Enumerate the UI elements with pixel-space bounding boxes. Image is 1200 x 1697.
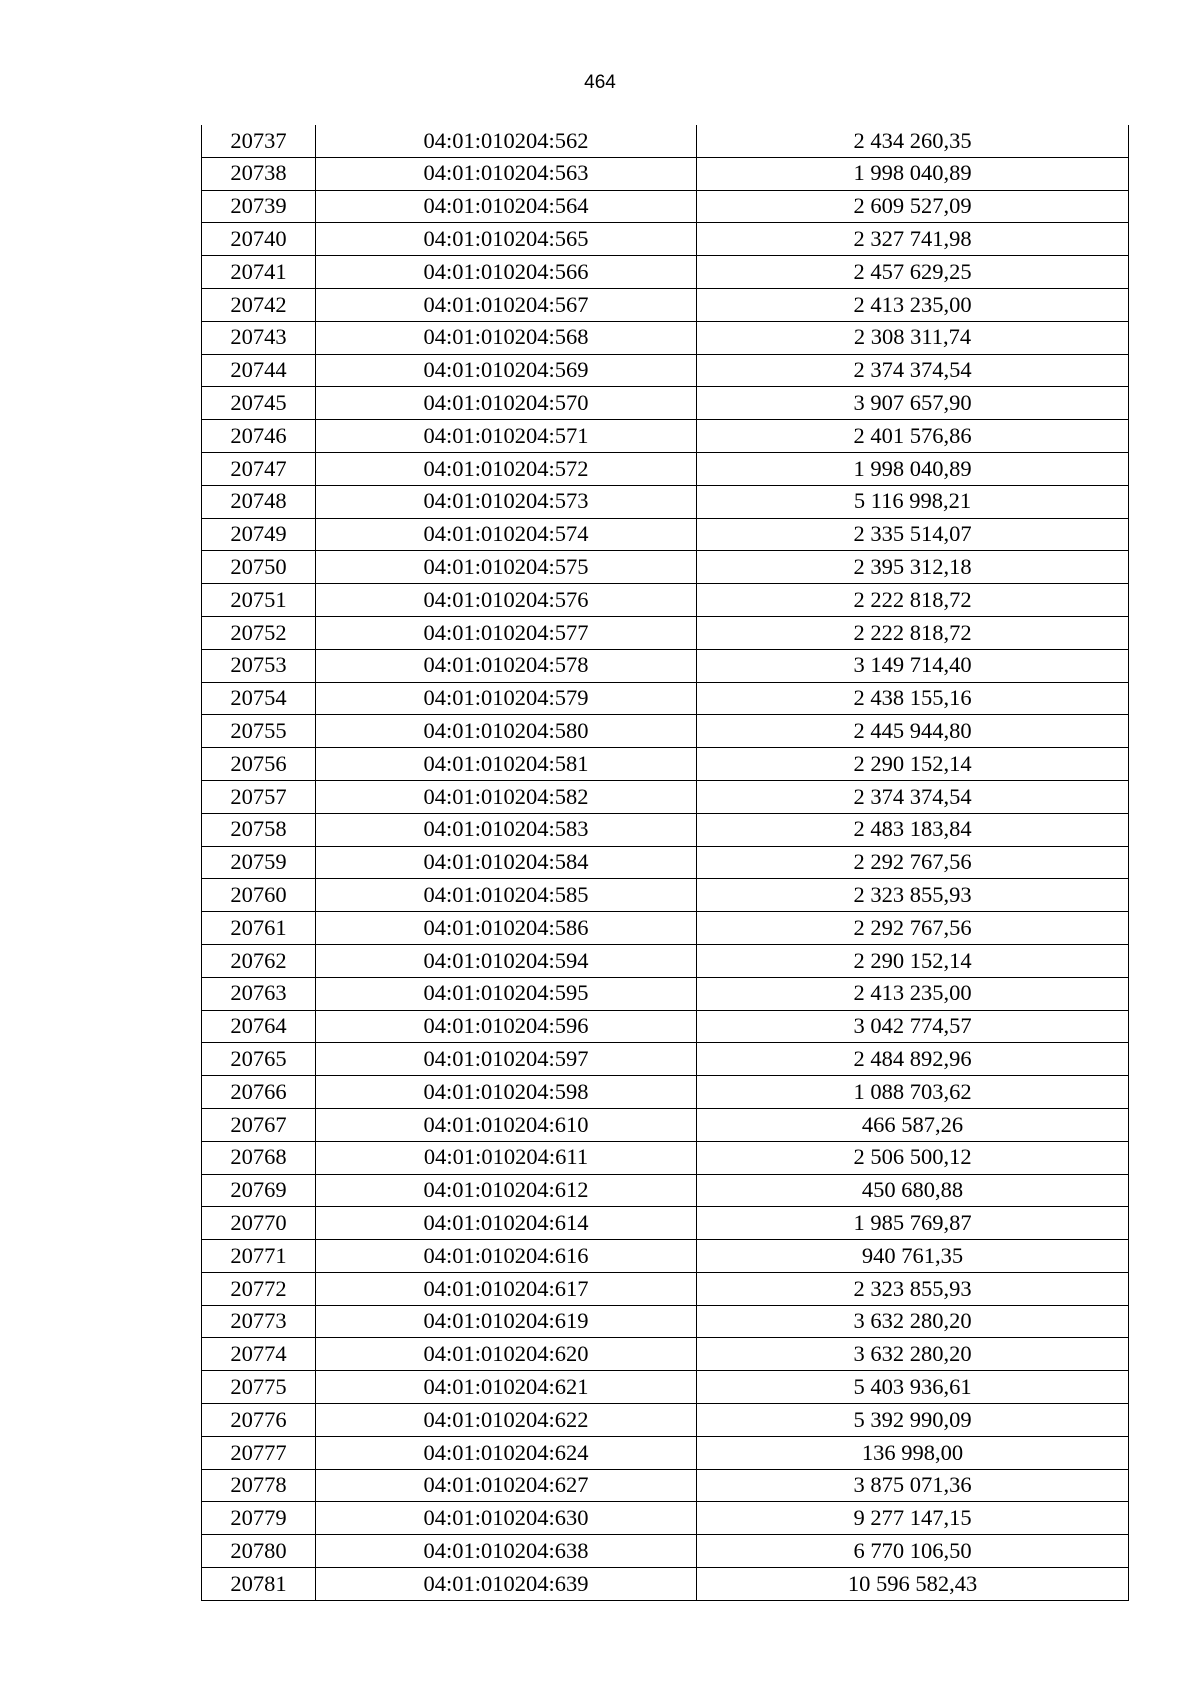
cadastral-number-cell: 04:01:010204:612 bbox=[316, 1174, 697, 1207]
row-number-cell: 20737 bbox=[202, 125, 316, 157]
cadastral-value-cell: 1 998 040,89 bbox=[697, 157, 1129, 190]
cadastral-number-cell: 04:01:010204:616 bbox=[316, 1240, 697, 1273]
table-row bbox=[202, 1404, 1129, 1437]
cadastral-value-cell: 5 392 990,09 bbox=[697, 1404, 1129, 1437]
cadastral-number-cell: 04:01:010204:565 bbox=[316, 223, 697, 256]
row-number-cell: 20779 bbox=[202, 1502, 316, 1535]
cadastral-value-cell: 2 290 152,14 bbox=[697, 944, 1129, 977]
table-row bbox=[202, 157, 1129, 190]
cadastral-value-cell: 2 434 260,35 bbox=[697, 125, 1129, 157]
cadastral-number-cell: 04:01:010204:564 bbox=[316, 190, 697, 223]
cadastral-value-table bbox=[201, 125, 1129, 1601]
row-number-cell: 20743 bbox=[202, 321, 316, 354]
row-number-cell: 20746 bbox=[202, 420, 316, 453]
cadastral-value-cell: 2 222 818,72 bbox=[697, 616, 1129, 649]
cadastral-number-cell: 04:01:010204:567 bbox=[316, 288, 697, 321]
cadastral-value-cell: 2 506 500,12 bbox=[697, 1141, 1129, 1174]
table-row bbox=[202, 748, 1129, 781]
row-number-cell: 20765 bbox=[202, 1043, 316, 1076]
table-row bbox=[202, 1240, 1129, 1273]
cadastral-value-cell: 1 985 769,87 bbox=[697, 1207, 1129, 1240]
row-number-cell: 20745 bbox=[202, 387, 316, 420]
cadastral-value-cell: 2 395 312,18 bbox=[697, 551, 1129, 584]
row-number-cell: 20761 bbox=[202, 912, 316, 945]
cadastral-number-cell: 04:01:010204:574 bbox=[316, 518, 697, 551]
page-number: 464 bbox=[584, 72, 616, 93]
row-number-cell: 20738 bbox=[202, 157, 316, 190]
table-row bbox=[202, 584, 1129, 617]
table-row bbox=[202, 1108, 1129, 1141]
cadastral-number-cell: 04:01:010204:617 bbox=[316, 1272, 697, 1305]
table-row bbox=[202, 1535, 1129, 1568]
row-number-cell: 20775 bbox=[202, 1371, 316, 1404]
cadastral-value-cell: 2 323 855,93 bbox=[697, 1272, 1129, 1305]
cadastral-value-cell: 2 413 235,00 bbox=[697, 977, 1129, 1010]
cadastral-value-cell: 2 327 741,98 bbox=[697, 223, 1129, 256]
cadastral-number-cell: 04:01:010204:639 bbox=[316, 1568, 697, 1601]
cadastral-number-cell: 04:01:010204:577 bbox=[316, 616, 697, 649]
cadastral-number-cell: 04:01:010204:594 bbox=[316, 944, 697, 977]
cadastral-value-cell: 10 596 582,43 bbox=[697, 1568, 1129, 1601]
table-row bbox=[202, 977, 1129, 1010]
table-row bbox=[202, 1338, 1129, 1371]
cadastral-number-cell: 04:01:010204:571 bbox=[316, 420, 697, 453]
table-row bbox=[202, 1568, 1129, 1601]
cadastral-value-cell: 2 292 767,56 bbox=[697, 912, 1129, 945]
row-number-cell: 20742 bbox=[202, 288, 316, 321]
cadastral-value-cell: 3 907 657,90 bbox=[697, 387, 1129, 420]
cadastral-number-cell: 04:01:010204:586 bbox=[316, 912, 697, 945]
table-row bbox=[202, 420, 1129, 453]
row-number-cell: 20756 bbox=[202, 748, 316, 781]
cadastral-number-cell: 04:01:010204:611 bbox=[316, 1141, 697, 1174]
cadastral-value-cell: 2 374 374,54 bbox=[697, 780, 1129, 813]
table-row bbox=[202, 190, 1129, 223]
cadastral-number-cell: 04:01:010204:581 bbox=[316, 748, 697, 781]
row-number-cell: 20762 bbox=[202, 944, 316, 977]
row-number-cell: 20768 bbox=[202, 1141, 316, 1174]
cadastral-value-cell: 2 445 944,80 bbox=[697, 715, 1129, 748]
table-row bbox=[202, 846, 1129, 879]
cadastral-value-cell: 2 222 818,72 bbox=[697, 584, 1129, 617]
row-number-cell: 20739 bbox=[202, 190, 316, 223]
table-row bbox=[202, 780, 1129, 813]
table-row bbox=[202, 912, 1129, 945]
cadastral-number-cell: 04:01:010204:585 bbox=[316, 879, 697, 912]
cadastral-number-cell: 04:01:010204:566 bbox=[316, 256, 697, 289]
cadastral-number-cell: 04:01:010204:576 bbox=[316, 584, 697, 617]
table-row bbox=[202, 321, 1129, 354]
table-body bbox=[202, 125, 1129, 1600]
table-row bbox=[202, 223, 1129, 256]
cadastral-value-cell: 3 632 280,20 bbox=[697, 1338, 1129, 1371]
cadastral-value-cell: 3 042 774,57 bbox=[697, 1010, 1129, 1043]
cadastral-value-cell: 136 998,00 bbox=[697, 1436, 1129, 1469]
table-row bbox=[202, 288, 1129, 321]
table-row bbox=[202, 649, 1129, 682]
row-number-cell: 20748 bbox=[202, 485, 316, 518]
table-row bbox=[202, 616, 1129, 649]
row-number-cell: 20781 bbox=[202, 1568, 316, 1601]
table-row bbox=[202, 715, 1129, 748]
cadastral-value-cell: 940 761,35 bbox=[697, 1240, 1129, 1273]
cadastral-value-cell: 2 457 629,25 bbox=[697, 256, 1129, 289]
cadastral-number-cell: 04:01:010204:580 bbox=[316, 715, 697, 748]
cadastral-number-cell: 04:01:010204:610 bbox=[316, 1108, 697, 1141]
table-row bbox=[202, 1469, 1129, 1502]
row-number-cell: 20757 bbox=[202, 780, 316, 813]
table-row bbox=[202, 682, 1129, 715]
cadastral-value-cell: 2 374 374,54 bbox=[697, 354, 1129, 387]
table-row bbox=[202, 1502, 1129, 1535]
cadastral-value-cell: 2 609 527,09 bbox=[697, 190, 1129, 223]
row-number-cell: 20740 bbox=[202, 223, 316, 256]
cadastral-number-cell: 04:01:010204:598 bbox=[316, 1076, 697, 1109]
cadastral-value-cell: 3 632 280,20 bbox=[697, 1305, 1129, 1338]
table-row bbox=[202, 1043, 1129, 1076]
row-number-cell: 20773 bbox=[202, 1305, 316, 1338]
cadastral-value-cell: 2 323 855,93 bbox=[697, 879, 1129, 912]
cadastral-value-cell: 1 998 040,89 bbox=[697, 452, 1129, 485]
table-row bbox=[202, 944, 1129, 977]
row-number-cell: 20758 bbox=[202, 813, 316, 846]
table-row bbox=[202, 518, 1129, 551]
cadastral-value-cell: 2 292 767,56 bbox=[697, 846, 1129, 879]
cadastral-value-cell: 2 413 235,00 bbox=[697, 288, 1129, 321]
row-number-cell: 20755 bbox=[202, 715, 316, 748]
table-row bbox=[202, 452, 1129, 485]
cadastral-number-cell: 04:01:010204:597 bbox=[316, 1043, 697, 1076]
table-row bbox=[202, 1272, 1129, 1305]
row-number-cell: 20777 bbox=[202, 1436, 316, 1469]
cadastral-number-cell: 04:01:010204:563 bbox=[316, 157, 697, 190]
table-row bbox=[202, 879, 1129, 912]
cadastral-number-cell: 04:01:010204:579 bbox=[316, 682, 697, 715]
table-row bbox=[202, 551, 1129, 584]
cadastral-number-cell: 04:01:010204:619 bbox=[316, 1305, 697, 1338]
row-number-cell: 20747 bbox=[202, 452, 316, 485]
cadastral-value-cell: 2 484 892,96 bbox=[697, 1043, 1129, 1076]
row-number-cell: 20774 bbox=[202, 1338, 316, 1371]
row-number-cell: 20754 bbox=[202, 682, 316, 715]
table-row bbox=[202, 1305, 1129, 1338]
row-number-cell: 20752 bbox=[202, 616, 316, 649]
row-number-cell: 20772 bbox=[202, 1272, 316, 1305]
cadastral-value-cell: 450 680,88 bbox=[697, 1174, 1129, 1207]
table-row bbox=[202, 354, 1129, 387]
row-number-cell: 20767 bbox=[202, 1108, 316, 1141]
table-row bbox=[202, 1076, 1129, 1109]
row-number-cell: 20769 bbox=[202, 1174, 316, 1207]
cadastral-number-cell: 04:01:010204:621 bbox=[316, 1371, 697, 1404]
row-number-cell: 20764 bbox=[202, 1010, 316, 1043]
table-row bbox=[202, 1371, 1129, 1404]
cadastral-value-cell: 3 875 071,36 bbox=[697, 1469, 1129, 1502]
cadastral-value-cell: 6 770 106,50 bbox=[697, 1535, 1129, 1568]
row-number-cell: 20741 bbox=[202, 256, 316, 289]
table-row bbox=[202, 485, 1129, 518]
cadastral-number-cell: 04:01:010204:627 bbox=[316, 1469, 697, 1502]
cadastral-value-cell: 2 483 183,84 bbox=[697, 813, 1129, 846]
cadastral-number-cell: 04:01:010204:569 bbox=[316, 354, 697, 387]
cadastral-value-cell: 2 401 576,86 bbox=[697, 420, 1129, 453]
cadastral-value-cell: 466 587,26 bbox=[697, 1108, 1129, 1141]
cadastral-value-cell: 5 116 998,21 bbox=[697, 485, 1129, 518]
cadastral-value-cell: 2 438 155,16 bbox=[697, 682, 1129, 715]
cadastral-number-cell: 04:01:010204:620 bbox=[316, 1338, 697, 1371]
row-number-cell: 20771 bbox=[202, 1240, 316, 1273]
cadastral-number-cell: 04:01:010204:568 bbox=[316, 321, 697, 354]
row-number-cell: 20780 bbox=[202, 1535, 316, 1568]
row-number-cell: 20751 bbox=[202, 584, 316, 617]
cadastral-number-cell: 04:01:010204:614 bbox=[316, 1207, 697, 1240]
cadastral-value-cell: 1 088 703,62 bbox=[697, 1076, 1129, 1109]
row-number-cell: 20770 bbox=[202, 1207, 316, 1240]
table-row bbox=[202, 1141, 1129, 1174]
cadastral-number-cell: 04:01:010204:638 bbox=[316, 1535, 697, 1568]
cadastral-number-cell: 04:01:010204:562 bbox=[316, 125, 697, 157]
row-number-cell: 20763 bbox=[202, 977, 316, 1010]
cadastral-value-cell: 9 277 147,15 bbox=[697, 1502, 1129, 1535]
table-row bbox=[202, 387, 1129, 420]
table-row bbox=[202, 1010, 1129, 1043]
row-number-cell: 20778 bbox=[202, 1469, 316, 1502]
table-row bbox=[202, 1174, 1129, 1207]
row-number-cell: 20776 bbox=[202, 1404, 316, 1437]
cadastral-number-cell: 04:01:010204:582 bbox=[316, 780, 697, 813]
cadastral-number-cell: 04:01:010204:583 bbox=[316, 813, 697, 846]
cadastral-number-cell: 04:01:010204:624 bbox=[316, 1436, 697, 1469]
table-row bbox=[202, 256, 1129, 289]
row-number-cell: 20760 bbox=[202, 879, 316, 912]
row-number-cell: 20750 bbox=[202, 551, 316, 584]
row-number-cell: 20753 bbox=[202, 649, 316, 682]
table-row bbox=[202, 1436, 1129, 1469]
row-number-cell: 20766 bbox=[202, 1076, 316, 1109]
cadastral-number-cell: 04:01:010204:596 bbox=[316, 1010, 697, 1043]
table-row bbox=[202, 1207, 1129, 1240]
cadastral-number-cell: 04:01:010204:570 bbox=[316, 387, 697, 420]
table-row bbox=[202, 813, 1129, 846]
cadastral-value-cell: 5 403 936,61 bbox=[697, 1371, 1129, 1404]
cadastral-number-cell: 04:01:010204:630 bbox=[316, 1502, 697, 1535]
cadastral-number-cell: 04:01:010204:595 bbox=[316, 977, 697, 1010]
row-number-cell: 20749 bbox=[202, 518, 316, 551]
cadastral-number-cell: 04:01:010204:584 bbox=[316, 846, 697, 879]
cadastral-number-cell: 04:01:010204:573 bbox=[316, 485, 697, 518]
cadastral-value-cell: 3 149 714,40 bbox=[697, 649, 1129, 682]
cadastral-value-cell: 2 308 311,74 bbox=[697, 321, 1129, 354]
cadastral-value-cell: 2 290 152,14 bbox=[697, 748, 1129, 781]
row-number-cell: 20759 bbox=[202, 846, 316, 879]
cadastral-value-cell: 2 335 514,07 bbox=[697, 518, 1129, 551]
cadastral-number-cell: 04:01:010204:572 bbox=[316, 452, 697, 485]
row-number-cell: 20744 bbox=[202, 354, 316, 387]
table-row bbox=[202, 125, 1129, 157]
cadastral-number-cell: 04:01:010204:575 bbox=[316, 551, 697, 584]
cadastral-number-cell: 04:01:010204:578 bbox=[316, 649, 697, 682]
cadastral-number-cell: 04:01:010204:622 bbox=[316, 1404, 697, 1437]
